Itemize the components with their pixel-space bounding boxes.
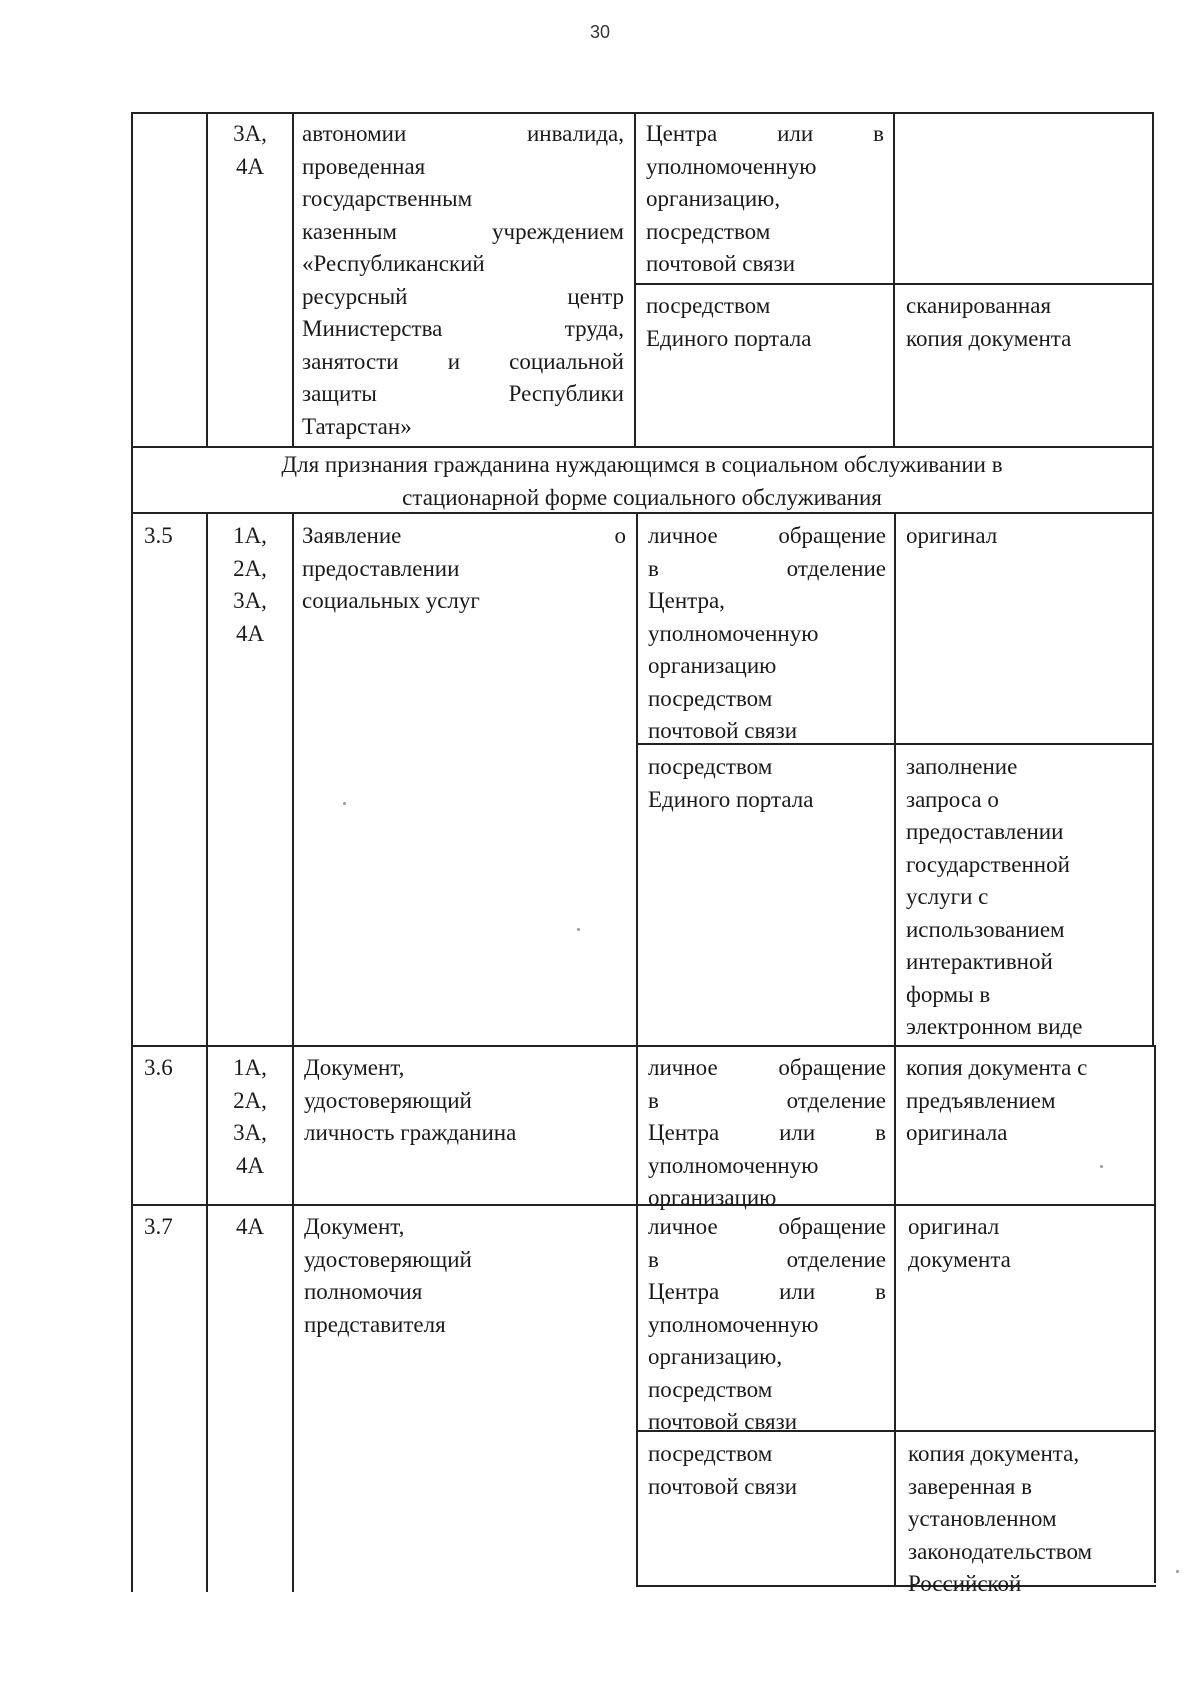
row-3-6-form-copy: копия документа с предъявлением оригинала <box>906 1055 1088 1145</box>
top-row-codes: 3А, 4А <box>233 121 267 179</box>
row-3-6-document-title: Документ, удостоверяющий личность гражданина <box>304 1055 517 1145</box>
row-3-5-number: 3.5 <box>144 523 173 548</box>
scan-speck <box>1100 1165 1103 1168</box>
top-row-form-portal: сканированная копия документа <box>906 293 1072 351</box>
row-3-5-method-portal: посредством Единого портала <box>648 754 814 812</box>
scan-speck <box>343 802 346 805</box>
row-3-6-method-personal: личное обращение в отделение Центра или в уполномоченную организацию <box>648 1055 886 1210</box>
row-3-5-form-interactive: заполнение запроса о предоставлении государственной услуги с использованием интерактивной формы в электронном виде <box>906 754 1083 1039</box>
row-3-7-document-title: Документ, удостоверяющий полномочия представителя <box>304 1214 472 1337</box>
row-3-5-method-personal: личное обращение в отделение Центра, уполномоченную организацию посредством почтовой связи <box>648 523 886 743</box>
row-3-7-form-certified-copy: копия документа, заверенная в установленном законодательством Российской <box>908 1441 1093 1596</box>
row-3-6-codes: 1А, 2А, 3А, 4А <box>233 1055 267 1178</box>
row-3-7-codes: 4А <box>235 1214 265 1239</box>
top-row-method-portal: посредством Единого портала <box>646 293 812 351</box>
page-number: 30 <box>589 22 611 42</box>
row-3-6-number: 3.6 <box>144 1055 173 1080</box>
top-row-document-title: автономии инвалида, проведенная государственным казенным учреждением «Республиканский ресурсный центр Министерства труда, занятости и социальной защиты Республики Татарстан» <box>302 121 624 439</box>
row-3-7-method-personal: личное обращение в отделение Центра или в уполномоченную организацию, посредством почтовой связи <box>648 1214 886 1434</box>
row-3-5-document-title: Заявление о предоставлении социальных услуг <box>302 523 626 613</box>
row-3-7-method-postal: посредством почтовой связи <box>648 1441 798 1499</box>
scan-speck <box>1176 1570 1179 1573</box>
scan-speck <box>577 928 580 931</box>
row-3-7-form-original: оригинал документа <box>908 1214 1011 1272</box>
row-3-7-number: 3.7 <box>144 1214 173 1239</box>
section-header: Для признания гражданина нуждающимся в социальном обслуживании в стационарной форме социального обслуживания <box>281 452 1003 510</box>
row-3-5-form-original: оригинал <box>906 523 998 548</box>
row-3-5-codes: 1А, 2А, 3А, 4А <box>233 523 267 646</box>
top-row-method-postal: Центра или в уполномоченную организацию, посредством почтовой связи <box>646 121 884 276</box>
